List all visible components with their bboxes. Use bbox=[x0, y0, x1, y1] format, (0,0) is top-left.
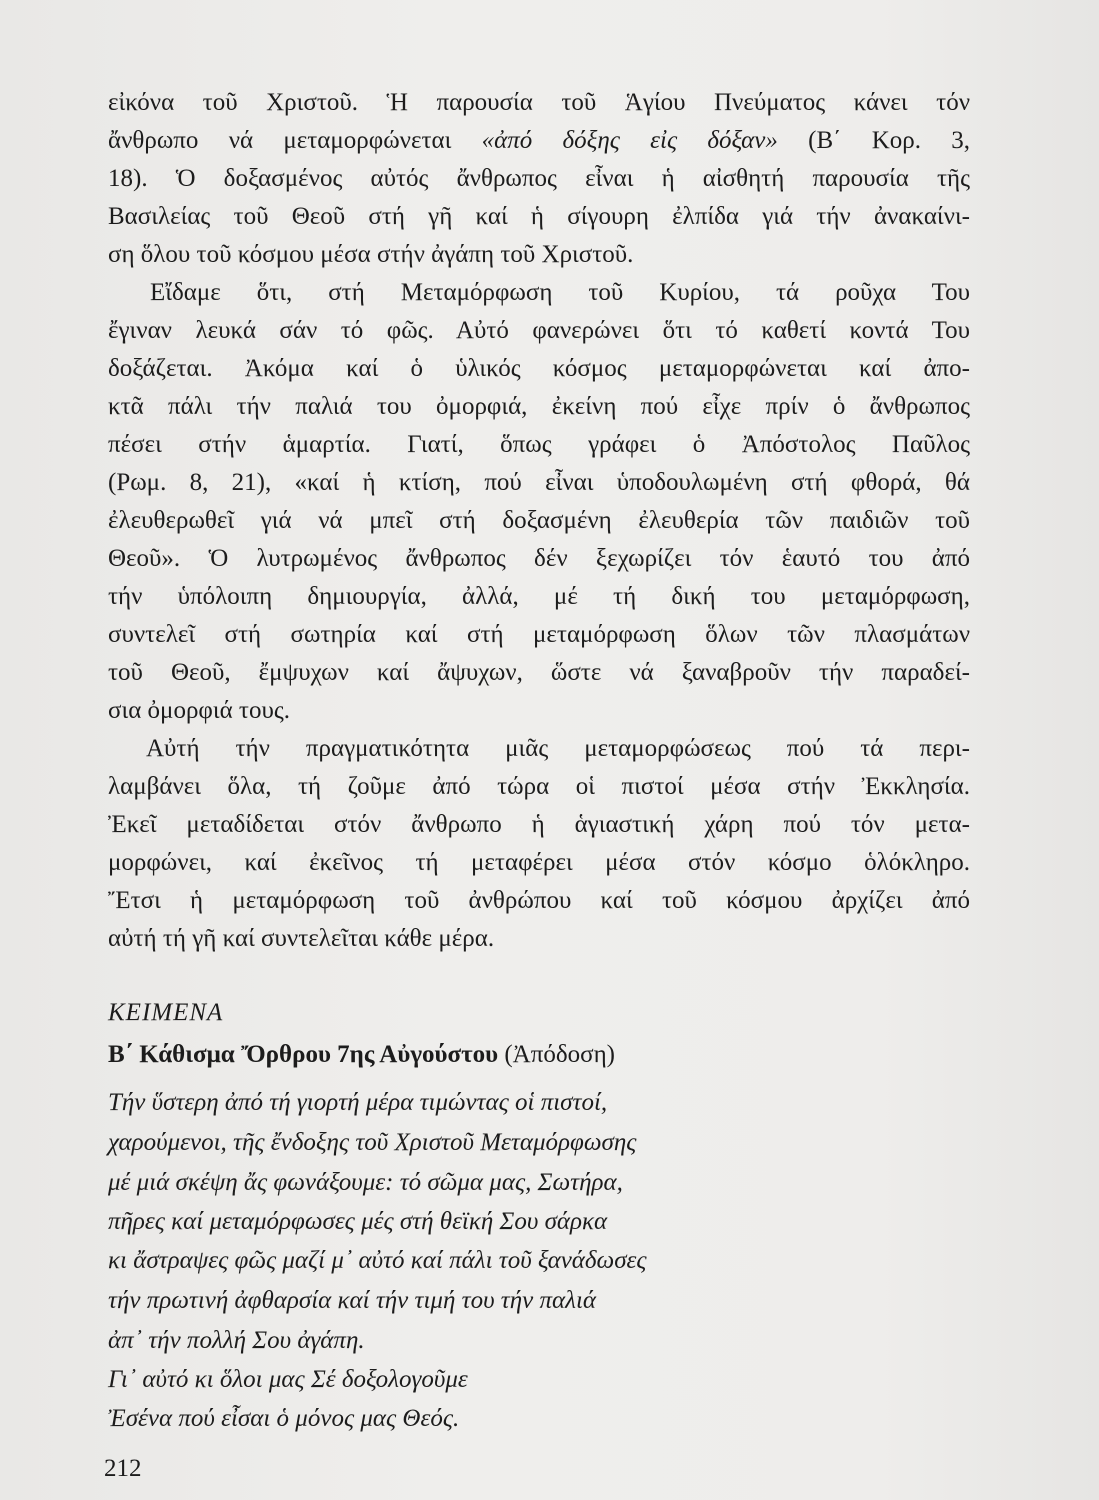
page-number: 212 bbox=[104, 1455, 142, 1482]
body-line: (Ρωμ. 8, 21), «καί ἡ κτίση, πού εἶναι ὑποδουλωμένη στή φθορά, θά bbox=[108, 469, 970, 496]
body-line-with-quote bbox=[108, 124, 970, 158]
body-line: τοῦ Θεοῦ, ἔμψυχων καί ἄψυχων, ὥστε νά ξαναβροῦν τήν παραδεί- bbox=[108, 659, 970, 686]
body-line: 18). Ὁ δοξασμένος αὐτός ἄνθρωπος εἶναι ἡ αἰσθητή παρουσία τῆς bbox=[108, 165, 970, 192]
body-line: ση ὅλου τοῦ κόσμου μέσα στήν ἀγάπη τοῦ Χριστοῦ. bbox=[108, 241, 634, 268]
scripture-quote: «ἀπό δόξης εἰς δόξαν» bbox=[481, 127, 778, 154]
body-line: πέσει στήν ἁμαρτία. Γιατί, ὅπως γράφει ὁ Ἀπόστολος Παῦλος bbox=[108, 431, 970, 458]
body-line: σια ὀμορφιά τους. bbox=[108, 697, 291, 724]
body-line: λαμβάνει ὅλα, τή ζοῦμε ἀπό τώρα οἱ πιστοί μέσα στήν Ἐκκλησία. bbox=[108, 773, 970, 800]
section-heading: ΚΕΙΜΕΝΑ bbox=[108, 999, 224, 1026]
body-line: μορφώνει, καί ἐκεῖνος τή μεταφέρει μέσα στόν κόσμο ὁλόκληρο. bbox=[108, 849, 970, 876]
hymn-title: Β΄ Κάθισμα Ὄρθρου 7ης Αὐγούστου bbox=[108, 1041, 499, 1068]
paragraph-start-line: Αὐτή τήν πραγματικότητα μιᾶς μεταμορφώσεως πού τά περι- bbox=[146, 735, 970, 762]
body-line: Βασιλείας τοῦ Θεοῦ στή γῆ καί ἡ σίγουρη ἐλπίδα γιά τήν ἀνακαίνι- bbox=[108, 203, 970, 230]
scripture-reference: (Β΄ Κορ. 3, bbox=[808, 127, 971, 154]
body-line: εἰκόνα τοῦ Χριστοῦ. Ἡ παρουσία τοῦ Ἁγίου Πνεύματος κάνει τόν bbox=[108, 89, 970, 116]
hymn-title-note: (Ἀπόδοση) bbox=[504, 1041, 616, 1068]
hymn-line: Ἐσένα πού εἶσαι ὁ μόνος μας Θεός. bbox=[108, 1405, 460, 1432]
hymn-line: ἀπ᾽ τήν πολλή Σου ἀγάπη. bbox=[108, 1327, 365, 1354]
hymn-line: τήν πρωτινή ἀφθαρσία καί τήν τιμή του τήν παλιά bbox=[108, 1287, 597, 1314]
body-line: Ἐκεῖ μεταδίδεται στόν ἄνθρωπο ἡ ἁγιαστική χάρη πού τόν μετα- bbox=[108, 811, 970, 838]
hymn-line: πῆρες καί μεταμόρφωσες μές στή θεϊκή Σου σάρκα bbox=[108, 1208, 608, 1235]
body-line: κτᾶ πάλι τήν παλιά του ὀμορφιά, ἐκείνη πού εἶχε πρίν ὁ ἄνθρωπος bbox=[108, 393, 970, 420]
body-line: Θεοῦ». Ὁ λυτρωμένος ἄνθρωπος δέν ξεχωρίζει τόν ἑαυτό του ἀπό bbox=[108, 545, 970, 572]
body-line: αὐτή τή γῆ καί συντελεῖται κάθε μέρα. bbox=[108, 925, 495, 952]
paragraph-start-line: Εἴδαμε ὅτι, στή Μεταμόρφωση τοῦ Κυρίου, τά ροῦχα Του bbox=[150, 279, 970, 306]
body-line: Ἔτσι ἡ μεταμόρφωση τοῦ ἀνθρώπου καί τοῦ κόσμου ἀρχίζει ἀπό bbox=[108, 887, 970, 914]
body-line: τήν ὑπόλοιπη δημιουργία, ἀλλά, μέ τή δική του μεταμόρφωση, bbox=[108, 583, 970, 610]
hymn-line: Γι᾽ αὐτό κι ὅλοι μας Σέ δοξολογοῦμε bbox=[108, 1366, 468, 1393]
hymn-line: μέ μιά σκέψη ἄς φωνάξουμε: τό σῶμα μας, Σωτήρα, bbox=[108, 1169, 623, 1196]
hymn-line: χαρούμενοι, τῆς ἔνδοξης τοῦ Χριστοῦ Μεταμόρφωσης bbox=[108, 1129, 637, 1156]
body-line: συντελεῖ στή σωτηρία καί στή μεταμόρφωση ὅλων τῶν πλασμάτων bbox=[108, 621, 970, 648]
body-line-text: ἄνθρωπο νά μεταμορφώνεται bbox=[108, 127, 452, 154]
body-line: δοξάζεται. Ἀκόμα καί ὁ ὑλικός κόσμος μεταμορφώνεται καί ἀπο- bbox=[108, 355, 970, 382]
hymn-line: κι ἄστραψες φῶς μαζί μ᾽ αὐτό καί πάλι τοῦ ξανάδωσες bbox=[108, 1247, 647, 1274]
body-line: ἐλευθερωθεῖ γιά νά μπεῖ στή δοξασμένη ἐλευθερία τῶν παιδιῶν τοῦ bbox=[108, 507, 970, 534]
hymn-line: Τήν ὕστερη ἀπό τή γιορτή μέρα τιμώντας οἱ πιστοί, bbox=[108, 1089, 608, 1116]
body-line: ἔγιναν λευκά σάν τό φῶς. Αὐτό φανερώνει ὅτι τό καθετί κοντά Του bbox=[108, 317, 970, 344]
hymn-title-line bbox=[108, 1038, 970, 1072]
